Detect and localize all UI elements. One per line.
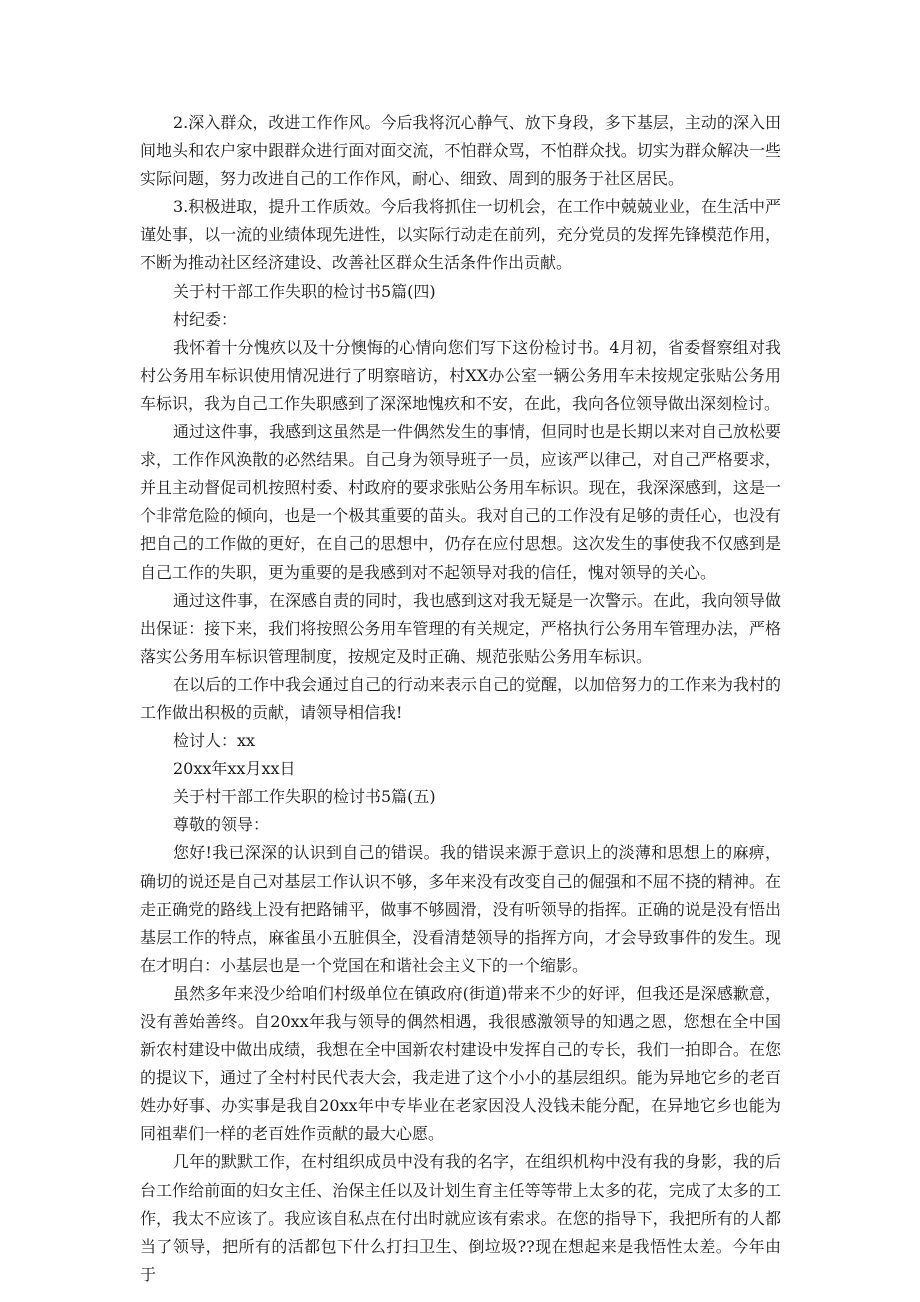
- paragraph-5-3: 几年的默默工作，在村组织成员中没有我的名字，在组织机构中没有我的身影，我的后台工作给前面的妇女主任、治保主任以及计划生育主任等等带上太多的花，完成了太多的工作，我太不应该了。我应该自私点在付出时就应该有索求。在您的指导下，我把所有的人都当了领导，把所有的活都包下什么打扫卫生、倒垃圾??现在想起来是我悟性太差。今年由于: [140, 1152, 782, 1284]
- signature-line: 检讨人：xx: [173, 731, 256, 751]
- section-heading-4: 关于村干部工作失职的检讨书5篇(四): [173, 281, 436, 301]
- paragraph-5-1: 您好!我已深深的认识到自己的错误。我的错误来源于意识上的淡薄和思想上的麻痹，确切的说还是自己对基层工作认识不够，多年来没有改变自己的倔强和不屈不挠的精神。在走正确党的路线上没有把路铺平，做事不够圆滑，没有听领导的指挥。正确的说是没有悟出基层工作的特点，麻雀虽小五脏俱全，没看清楚领导的指挥方向，才会导致事件的发生。现在才明白：小基层也是一个党国在和谐社会主义下的一个缩影。: [140, 843, 781, 975]
- section-heading-5: 关于村干部工作失职的检讨书5篇(五): [173, 787, 436, 807]
- paragraph-4-3: 通过这件事，在深感自责的同时，我也感到这对我无疑是一次警示。在此，我向领导做出保证：接下来，我们将按照公务用车管理的有关规定，严格执行公务用车管理办法，严格落实公务用车标识管理制度，按规定及时正确、规范张贴公务用车标识。: [140, 590, 782, 666]
- document-body: [140, 109, 781, 1289]
- paragraph-4-2: 通过这件事，我感到这虽然是一件偶然发生的事情，但同时也是长期以来对自己放松要求，工作作风涣散的必然结果。自己身为领导班子一员，应该严以律己，对自己严格要求，并且主动督促司机按照村委、村政府的要求张贴公务用车标识。现在，我深深感到，这是一个非常危险的倾向，也是一个极其重要的苗头。我对自己的工作没有足够的责任心，也没有把自己的工作做的更好，在自己的思想中，仍存在应付思想。这次发生的事使我不仅感到是自己工作的失职，更为重要的是我感到对不起领导对我的信任，愧对领导的关心。: [140, 422, 782, 582]
- paragraph-5-2: 虽然多年来没少给咱们村级单位在镇政府(街道)带来不少的好评，但我还是深感歉意，没有善始善终。自20xx年我与领导的偶然相遇，我很感激领导的知遇之恩，您想在全中国新农村建设中做出成绩，我想在全中国新农村建设中发挥自己的专长，我们一拍即合。在您的提议下，通过了全村村民代表大会，我走进了这个小小的基层组织。能为异地它乡的老百姓办好事、办实事是我自20xx年中专毕业在老家因没人没钱未能分配，在异地它乡也能为同祖辈们一样的老百姓作贡献的最大心愿。: [140, 983, 781, 1144]
- paragraph-4-4: 在以后的工作中我会通过自己的行动来表示自己的觉醒，以加倍努力的工作来为我村的工作做出积极的贡献，请领导相信我!: [140, 674, 782, 722]
- paragraph-4-1: 我怀着十分愧疚以及十分懊悔的心情向您们写下这份检讨书。4月初，省委督察组对我村公务用车标识使用情况进行了明察暗访，村XX办公室一辆公务用车未按规定张贴公务用车标识，我为自己工作失职感到了深深地愧疚和不安，在此，我向各位领导做出深刻检讨。: [140, 337, 781, 413]
- date-line: 20xx年xx月xx日: [173, 759, 296, 779]
- paragraph-point-3: 3.积极进取，提升工作质效。今后我将抓住一切机会，在工作中兢兢业业，在生活中严谨处事，以一流的业绩体现先进性，以实际行动走在前列，充分党员的发挥先锋模范作用，不断为推动社区经济建设、改善社区群众生活条件作出贡献。: [140, 197, 781, 273]
- paragraph-point-2: 2.深入群众，改进工作作风。今后我将沉心静气、放下身段，多下基层，主动的深入田间地头和农户家中跟群众进行面对面交流，不怕群众骂，不怕群众找。切实为群众解决一些实际问题，努力改进自己的工作作风，耐心、细致、周到的服务于社区居民。: [140, 113, 781, 189]
- salutation-4: 村纪委：: [173, 309, 238, 329]
- salutation-5: 尊敬的领导：: [173, 815, 270, 835]
